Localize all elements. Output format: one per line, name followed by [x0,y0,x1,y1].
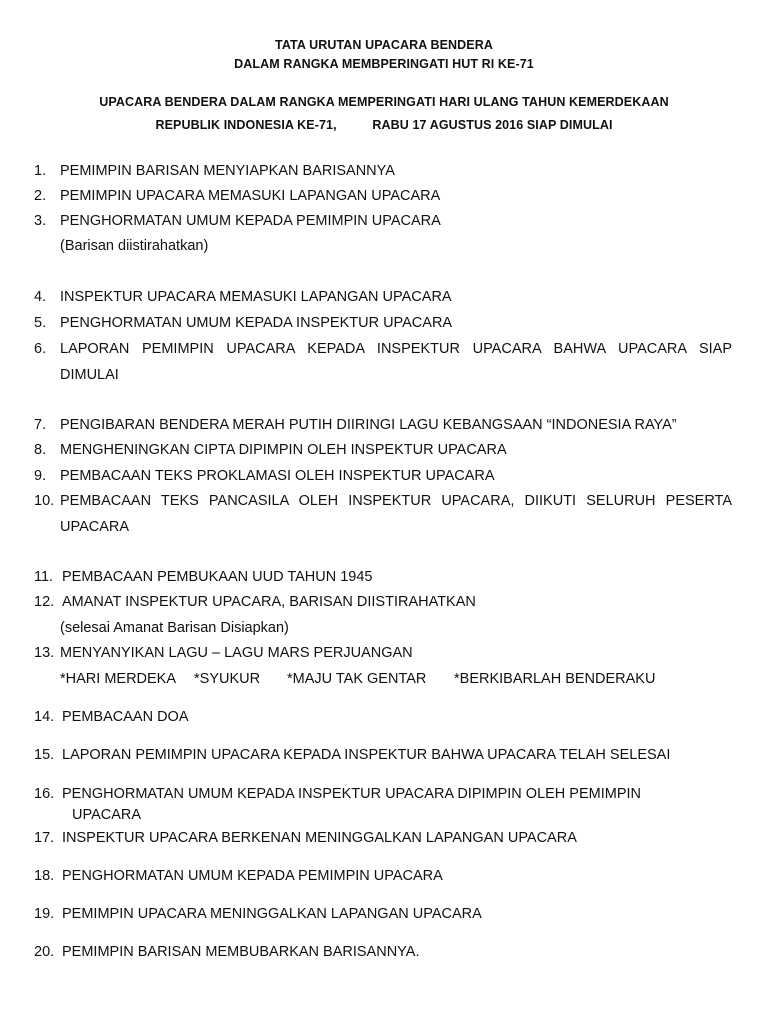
list-item [34,568,734,586]
item-text: INSPEKTUR UPACARA MEMASUKI LAPANGAN UPACARA [60,289,452,305]
list-item [34,746,734,764]
list-item [34,340,734,358]
song-item: *BERKIBARLAH BENDERAKU [454,671,656,687]
item-text: MENYANYIKAN LAGU – LAGU MARS PERJUANGAN [60,645,413,661]
list-item [34,943,734,961]
item-number: 15. [34,747,55,763]
item-number: 5. [34,315,47,331]
item-number: 10. [34,493,55,509]
item-continuation: UPACARA [72,807,142,823]
document-subtitle: DALAM RANGKA MEMBPERINGATI HUT RI KE-71 [234,57,534,71]
song-item: *HARI MERDEKA [60,671,177,687]
item-number: 17. [34,830,55,846]
item-note: (selesai Amanat Barisan Disiapkan) [60,620,289,636]
item-text: PEMBACAAN TEKS PROKLAMASI OLEH INSPEKTUR UPACARA [60,468,495,484]
song-item: *MAJU TAK GENTAR [287,671,427,687]
item-text: PENGHORMATAN UMUM KEPADA PEMIMPIN UPACARA [60,213,441,229]
item-text: PENGHORMATAN UMUM KEPADA INSPEKTUR UPACARA [60,315,453,331]
item-text: PEMBACAAN PEMBUKAAN UUD TAHUN 1945 [62,569,373,585]
item-text: LAPORAN PEMIMPIN UPACARA KEPADA INSPEKTUR BAHWA UPACARA TELAH SELESAI [62,747,671,763]
document-title: TATA URUTAN UPACARA BENDERA [275,38,493,52]
list-item [34,416,734,434]
list-item [34,829,734,847]
item-text: MENGHENINGKAN CIPTA DIPIMPIN OLEH INSPEKTUR UPACARA [60,442,507,458]
item-continuation: DIMULAI [60,367,119,383]
list-item [34,288,734,306]
item-note: (Barisan diistirahatkan) [60,238,209,254]
item-number: 19. [34,906,55,922]
item-text: PEMBACAAN DOA [62,709,189,725]
list-item [34,644,734,662]
item-text: INSPEKTUR UPACARA BERKENAN MENINGGALKAN LAPANGAN UPACARA [62,830,577,846]
item-number: 20. [34,944,55,960]
item-number: 12. [34,594,55,610]
item-text: PEMBACAAN TEKS PANCASILA OLEH INSPEKTUR UPACARA, DIIKUTI SELURUH PESERTA [60,493,732,509]
item-number: 18. [34,868,55,884]
list-item [34,187,734,205]
item-number: 6. [34,341,47,357]
item-number: 9. [34,468,47,484]
item-text: PENGHORMATAN UMUM KEPADA INSPEKTUR UPACARA DIPIMPIN OLEH PEMIMPIN [62,786,642,802]
list-item [34,467,734,485]
item-number: 16. [34,786,55,802]
list-item [34,785,734,803]
item-text: PEMIMPIN UPACARA MENINGGALKAN LAPANGAN UPACARA [62,906,482,922]
item-number: 7. [34,417,47,433]
item-number: 2. [34,188,47,204]
list-item [34,441,734,459]
list-item [34,708,734,726]
item-number: 13. [34,645,55,661]
item-number: 4. [34,289,47,305]
list-item [34,314,734,332]
item-number: 3. [34,213,47,229]
list-item [34,867,734,885]
item-number: 1. [34,163,47,179]
item-continuation: UPACARA [60,519,130,535]
list-item [34,162,734,180]
intro-line-1: UPACARA BENDERA DALAM RANGKA MEMPERINGATI HARI ULANG TAHUN KEMERDEKAAN [99,95,669,109]
item-text: PEMIMPIN UPACARA MEMASUKI LAPANGAN UPACARA [60,188,441,204]
list-item [34,492,734,510]
item-text: PENGHORMATAN UMUM KEPADA PEMIMPIN UPACARA [62,868,443,884]
list-item [34,905,734,923]
list-item [34,593,734,611]
item-text: PEMIMPIN BARISAN MEMBUBARKAN BARISANNYA. [62,944,420,960]
item-text: PENGIBARAN BENDERA MERAH PUTIH DIIRINGI LAGU KEBANGSAAN “INDONESIA RAYA” [60,417,677,433]
intro-line-2: REPUBLIK INDONESIA KE-71, RABU 17 AGUSTUS 2016 SIAP DIMULAI [155,118,613,132]
list-item [34,212,734,230]
item-number: 8. [34,442,47,458]
item-text: LAPORAN PEMIMPIN UPACARA KEPADA INSPEKTUR UPACARA BAHWA UPACARA SIAP [60,341,732,357]
item-number: 14. [34,709,55,725]
item-text: AMANAT INSPEKTUR UPACARA, BARISAN DIISTIRAHATKAN [62,594,476,610]
item-text: PEMIMPIN BARISAN MENYIAPKAN BARISANNYA [60,163,395,179]
song-item: *SYUKUR [194,671,261,687]
item-number: 11. [34,569,54,585]
